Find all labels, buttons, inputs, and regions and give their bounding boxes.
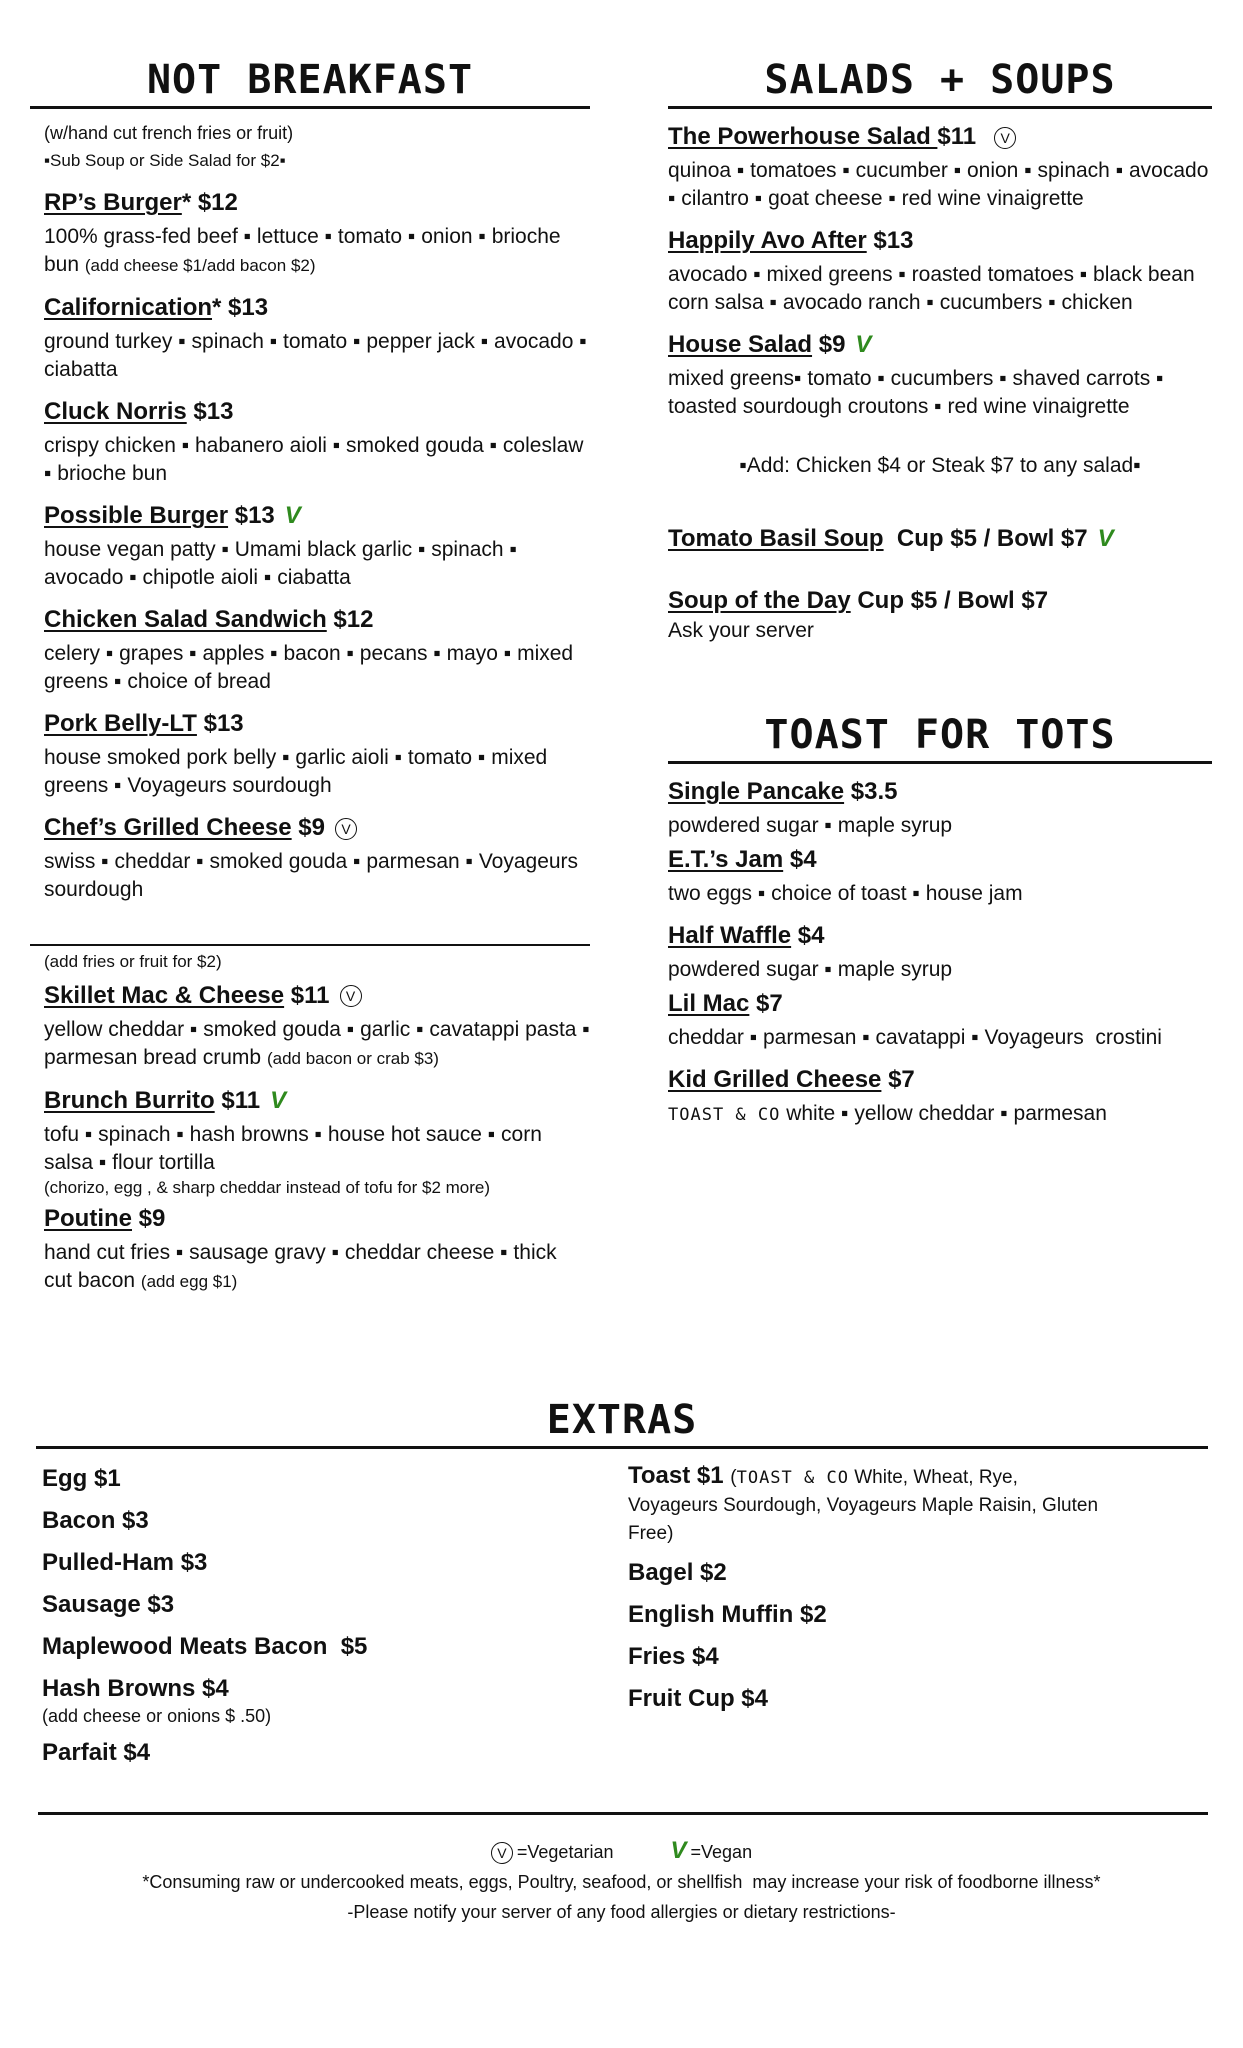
item-price: $4: [791, 922, 825, 949]
extra-item: Fries $4: [628, 1643, 719, 1670]
item-name: Tomato Basil Soup: [668, 525, 884, 552]
menu-item: [44, 812, 590, 904]
item-addon: (add cheese $1/add bacon $2): [84, 256, 316, 275]
extras-left-list: [42, 1453, 582, 1769]
vegan-icon: V: [284, 502, 301, 529]
salads-soups-heading: SALADS + SOUPS: [764, 57, 1116, 103]
heading-rule: [30, 106, 590, 109]
item-description: house vegan patty ▪ Umami black garlic ▪ spinach ▪ avocado ▪ chipotle aioli ▪ ciabatta: [44, 538, 517, 589]
menu-item: [44, 396, 590, 488]
item-price: $11: [214, 1086, 261, 1114]
heading-rule: [668, 761, 1212, 764]
vegan-icon: V: [855, 331, 872, 358]
menu-item: [668, 844, 1212, 908]
menu-item: [668, 776, 1212, 840]
item-name: Soup of the Day: [668, 587, 851, 614]
foodborne-warning: *Consuming raw or undercooked meats, eggs, Poultry, seafood, or shellfish may increase your risk of foodborne illness*: [142, 1872, 1101, 1892]
menu-item: [668, 1064, 1212, 1129]
sides-note: (w/hand cut french fries or fruit): [44, 123, 294, 143]
item-name: Happily Avo After: [668, 227, 867, 254]
item-description: ground turkey ▪ spinach ▪ tomato ▪ pepper jack ▪ avocado ▪ ciabatta: [44, 330, 587, 381]
vegetarian-icon: V: [994, 127, 1016, 149]
extra-item: Bagel $2: [628, 1559, 727, 1586]
legend-vegan: [671, 1836, 753, 1867]
extra-item: [42, 1673, 582, 1727]
item-price: $11: [937, 123, 977, 150]
extra-item: Fruit Cup $4: [628, 1685, 769, 1712]
item-name: House Salad: [668, 331, 813, 358]
legend-vegetarian: [491, 1837, 614, 1867]
vegan-icon: V: [270, 1086, 287, 1114]
vegetarian-icon: V: [340, 985, 362, 1007]
item-description: mixed greens▪ tomato ▪ cucumbers ▪ shaved carrots ▪ toasted sourdough croutons ▪ red wine vinaigrette: [668, 367, 1164, 418]
item-description: 100% grass-fed beef ▪ lettuce ▪ tomato ▪ onion ▪ brioche bun: [44, 225, 561, 276]
menu-item: [668, 988, 1212, 1052]
extra-item: Sausage $3: [42, 1591, 175, 1618]
toast-for-tots-section: [668, 711, 1212, 1129]
item-description: Ask your server: [668, 619, 814, 642]
vegan-icon: V: [1097, 525, 1114, 552]
extra-item: Toast $1 (TOAST & CO White, Wheat, Rye, Voyageurs Sourdough, Voyageurs Maple Raisin, Gluten Free): [628, 1462, 1099, 1544]
menu-item: [44, 187, 590, 280]
extras-heading: EXTRAS: [546, 1397, 698, 1443]
item-price: $7: [881, 1066, 915, 1093]
legend-label: =Vegetarian: [516, 1842, 614, 1862]
item-name: Lil Mac: [668, 990, 750, 1017]
item-description: powdered sugar ▪ maple syrup: [668, 958, 953, 981]
legend-label: =Vegan: [690, 1842, 753, 1862]
menu-item: [44, 500, 590, 592]
item-description: powdered sugar ▪ maple syrup: [668, 814, 953, 837]
item-price: $7: [749, 990, 783, 1017]
item-price: $13: [228, 502, 275, 529]
item-description: cheddar ▪ parmesan ▪ cavatappi ▪ Voyageurs crostini: [668, 1026, 1162, 1049]
item-addon: (add bacon or crab $3): [266, 1048, 439, 1068]
item-price: $11: [284, 981, 330, 1009]
menu-item: [44, 1085, 590, 1199]
item-addon: (chorizo, egg , & sharp cheddar instead of tofu for $2 more): [44, 1177, 491, 1197]
menu-item: [668, 920, 1212, 984]
not-breakfast-section: [30, 56, 590, 1296]
vegetarian-icon: V: [335, 818, 357, 840]
brand-name: TOAST & CO: [736, 1468, 849, 1488]
menu-item: [668, 329, 1212, 421]
item-description: hand cut fries ▪ sausage gravy ▪ cheddar cheese ▪ thick cut bacon: [44, 1240, 557, 1292]
item-name: Pork Belly-LT: [44, 710, 197, 737]
extra-note: White, Wheat, Rye, Voyageurs Sourdough, Voyageurs Maple Raisin, Gluten Free): [628, 1467, 1099, 1544]
extra-item: Pulled-Ham $3: [42, 1549, 208, 1576]
legend: [0, 1836, 1243, 1867]
item-name: Single Pancake: [668, 778, 845, 805]
toast-for-tots-heading: TOAST FOR TOTS: [764, 712, 1116, 758]
fries-note: (add fries or fruit for $2): [44, 951, 222, 971]
menu-item: [44, 604, 590, 696]
item-description: avocado ▪ mixed greens ▪ roasted tomatoes ▪ black bean corn salsa ▪ avocado ranch ▪ cucumbers ▪ chicken: [668, 263, 1195, 314]
item-name: Kid Grilled Cheese: [668, 1066, 882, 1093]
item-name: The Powerhouse Salad: [668, 123, 938, 150]
item-price: $9: [132, 1204, 166, 1232]
brand-name: TOAST & CO: [668, 1105, 781, 1125]
menu-item: [44, 292, 590, 384]
item-price: $12: [326, 606, 374, 633]
vegan-icon: V: [670, 1837, 687, 1864]
salads-soups-section: [668, 56, 1212, 1129]
item-price: * $13: [212, 294, 269, 321]
item-name: RP’s Burger: [44, 189, 182, 216]
menu-item: [668, 225, 1212, 317]
extra-item: Parfait $4: [42, 1739, 151, 1766]
item-name: Possible Burger: [44, 502, 229, 529]
item-addon: (add egg $1): [140, 1271, 238, 1291]
item-price: Cup $5 / Bowl $7: [850, 587, 1049, 614]
item-name: Poutine: [44, 1204, 132, 1232]
item-description: yellow cheddar ▪ smoked gouda ▪ garlic ▪ cavatappi pasta ▪ parmesan bread crumb: [44, 1017, 590, 1069]
menu-item: [44, 980, 590, 1073]
allergy-notice: -Please notify your server of any food allergies or dietary restrictions-: [347, 1902, 896, 1922]
item-price: * $12: [181, 189, 238, 216]
vegetarian-icon: V: [491, 1842, 513, 1864]
item-description: crispy chicken ▪ habanero aioli ▪ smoked gouda ▪ coleslaw ▪ brioche bun: [44, 434, 584, 485]
item-name: Brunch Burrito: [44, 1086, 215, 1114]
sub-note: ▪Sub Soup or Side Salad for $2▪: [44, 151, 286, 170]
extra-item: English Muffin $2: [628, 1601, 827, 1628]
item-description: celery ▪ grapes ▪ apples ▪ bacon ▪ pecans ▪ mayo ▪ mixed greens ▪ choice of bread: [44, 642, 574, 693]
item-description: white ▪ yellow cheddar ▪ parmesan: [780, 1102, 1107, 1125]
item-name: Chef’s Grilled Cheese: [44, 814, 292, 841]
item-price: $13: [186, 398, 234, 425]
footer-rule: [38, 1812, 1208, 1815]
item-description: tofu ▪ spinach ▪ hash browns ▪ house hot sauce ▪ corn salsa ▪ flour tortilla: [44, 1122, 542, 1174]
item-name: Half Waffle: [668, 922, 792, 949]
item-description: quinoa ▪ tomatoes ▪ cucumber ▪ onion ▪ spinach ▪ avocado ▪ cilantro ▪ goat cheese ▪ red wine vinaigrette: [668, 159, 1209, 210]
extras-right-list: [628, 1453, 1108, 1715]
item-price: $9: [812, 331, 846, 358]
section-divider: [30, 944, 590, 946]
item-price: $4: [783, 846, 817, 873]
extra-item: Egg $1: [42, 1465, 121, 1492]
extras-section: [36, 1396, 1208, 1789]
item-price: Cup $5 / Bowl $7: [883, 525, 1088, 552]
extra-note: (add cheese or onions $ .50): [42, 1706, 272, 1726]
footer: [0, 1836, 1243, 1927]
item-name: Cluck Norris: [44, 398, 187, 425]
extra-item: Bacon $3: [42, 1507, 149, 1534]
item-description: two eggs ▪ choice of toast ▪ house jam: [668, 882, 1023, 905]
menu-item: [668, 121, 1212, 213]
item-price: $13: [196, 710, 244, 737]
item-name: E.T.’s Jam: [668, 846, 784, 873]
item-name: Californication: [44, 294, 213, 321]
item-description: swiss ▪ cheddar ▪ smoked gouda ▪ parmesan ▪ Voyageurs sourdough: [44, 850, 579, 901]
extra-label: Hash Browns $4: [42, 1675, 229, 1702]
extra-item: Maplewood Meats Bacon $5: [42, 1633, 368, 1660]
item-description: house smoked pork belly ▪ garlic aioli ▪ tomato ▪ mixed greens ▪ Voyageurs sourdough: [44, 746, 548, 797]
extra-label: Toast $1: [628, 1462, 724, 1489]
menu-item: [44, 708, 590, 800]
salad-add-note: ▪Add: Chicken $4 or Steak $7 to any salad▪: [739, 454, 1141, 477]
item-name: Skillet Mac & Cheese: [44, 981, 285, 1009]
not-breakfast-heading: NOT BREAKFAST: [146, 57, 474, 103]
menu-item: [44, 1203, 590, 1296]
heading-rule: [668, 106, 1212, 109]
menu-item: [668, 523, 1212, 555]
menu-item: [668, 585, 1212, 645]
item-price: $13: [866, 227, 914, 254]
item-name: Chicken Salad Sandwich: [44, 606, 327, 633]
item-price: $9: [291, 814, 326, 841]
item-price: $3.5: [844, 778, 898, 805]
